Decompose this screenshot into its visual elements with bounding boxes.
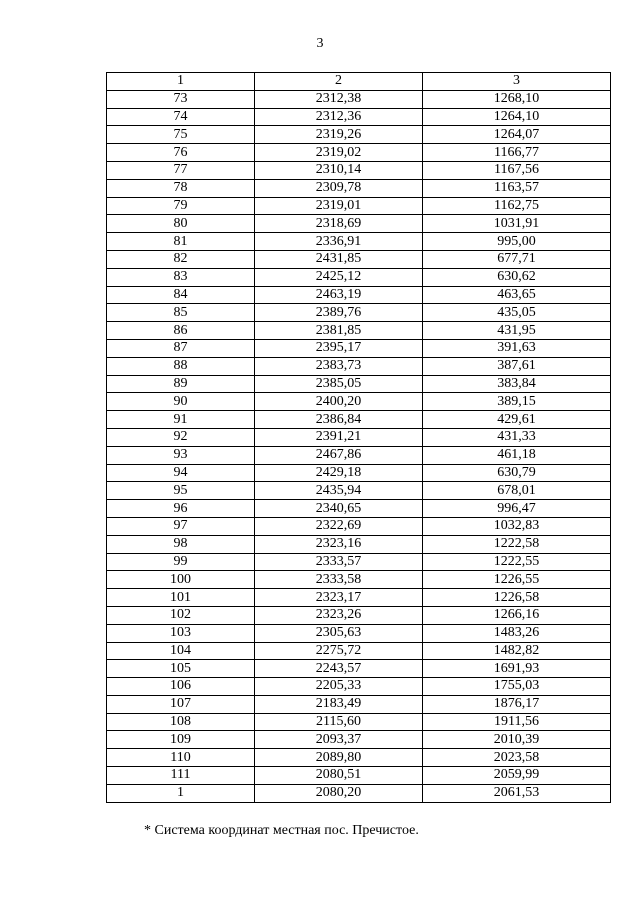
- table-row: [107, 678, 611, 696]
- table-row: [107, 731, 611, 749]
- x-coordinate-cell: 2319,01: [255, 197, 423, 215]
- y-coordinate-cell: 995,00: [423, 233, 611, 251]
- x-coordinate-cell: 2333,57: [255, 553, 423, 571]
- x-coordinate-cell: 2080,51: [255, 767, 423, 785]
- x-coordinate-cell: 2183,49: [255, 695, 423, 713]
- table-row: [107, 749, 611, 767]
- x-coordinate-cell: 2323,16: [255, 535, 423, 553]
- table-row: [107, 500, 611, 518]
- table-row: [107, 339, 611, 357]
- point-number-cell: 88: [107, 357, 255, 375]
- point-number-cell: 105: [107, 660, 255, 678]
- y-coordinate-cell: 1166,77: [423, 144, 611, 162]
- x-coordinate-cell: 2319,02: [255, 144, 423, 162]
- x-coordinate-cell: 2463,19: [255, 286, 423, 304]
- table-row: [107, 624, 611, 642]
- header-column-3: 3: [423, 73, 611, 91]
- table-row: [107, 642, 611, 660]
- y-coordinate-cell: 1162,75: [423, 197, 611, 215]
- point-number-cell: 94: [107, 464, 255, 482]
- table-row: [107, 144, 611, 162]
- table-row: [107, 108, 611, 126]
- x-coordinate-cell: 2431,85: [255, 250, 423, 268]
- x-coordinate-cell: 2336,91: [255, 233, 423, 251]
- table-row: [107, 197, 611, 215]
- table-row: [107, 428, 611, 446]
- y-coordinate-cell: 391,63: [423, 339, 611, 357]
- point-number-cell: 77: [107, 161, 255, 179]
- point-number-cell: 106: [107, 678, 255, 696]
- x-coordinate-cell: 2115,60: [255, 713, 423, 731]
- table-row: [107, 464, 611, 482]
- y-coordinate-cell: 1755,03: [423, 678, 611, 696]
- x-coordinate-cell: 2389,76: [255, 304, 423, 322]
- x-coordinate-cell: 2205,33: [255, 678, 423, 696]
- footnote: * Система координат местная пос. Пречистое.: [144, 823, 419, 838]
- x-coordinate-cell: 2243,57: [255, 660, 423, 678]
- y-coordinate-cell: 463,65: [423, 286, 611, 304]
- x-coordinate-cell: 2333,58: [255, 571, 423, 589]
- y-coordinate-cell: 1264,10: [423, 108, 611, 126]
- point-number-cell: 111: [107, 767, 255, 785]
- point-number-cell: 76: [107, 144, 255, 162]
- x-coordinate-cell: 2467,86: [255, 446, 423, 464]
- x-coordinate-cell: 2383,73: [255, 357, 423, 375]
- table-row: [107, 322, 611, 340]
- y-coordinate-cell: 678,01: [423, 482, 611, 500]
- x-coordinate-cell: 2319,26: [255, 126, 423, 144]
- table-row: [107, 393, 611, 411]
- point-number-cell: 97: [107, 517, 255, 535]
- table-body: [107, 90, 611, 802]
- x-coordinate-cell: 2312,38: [255, 90, 423, 108]
- point-number-cell: 80: [107, 215, 255, 233]
- y-coordinate-cell: 387,61: [423, 357, 611, 375]
- point-number-cell: 101: [107, 589, 255, 607]
- y-coordinate-cell: 383,84: [423, 375, 611, 393]
- x-coordinate-cell: 2340,65: [255, 500, 423, 518]
- table-row: [107, 126, 611, 144]
- x-coordinate-cell: 2318,69: [255, 215, 423, 233]
- point-number-cell: 91: [107, 411, 255, 429]
- table-row: [107, 90, 611, 108]
- x-coordinate-cell: 2309,78: [255, 179, 423, 197]
- table-row: [107, 606, 611, 624]
- x-coordinate-cell: 2435,94: [255, 482, 423, 500]
- y-coordinate-cell: 1167,56: [423, 161, 611, 179]
- table-row: [107, 268, 611, 286]
- point-number-cell: 100: [107, 571, 255, 589]
- y-coordinate-cell: 630,79: [423, 464, 611, 482]
- x-coordinate-cell: 2089,80: [255, 749, 423, 767]
- x-coordinate-cell: 2385,05: [255, 375, 423, 393]
- y-coordinate-cell: 1268,10: [423, 90, 611, 108]
- y-coordinate-cell: 389,15: [423, 393, 611, 411]
- table-row: [107, 482, 611, 500]
- point-number-cell: 93: [107, 446, 255, 464]
- y-coordinate-cell: 429,61: [423, 411, 611, 429]
- table-row: [107, 286, 611, 304]
- y-coordinate-cell: 2023,58: [423, 749, 611, 767]
- y-coordinate-cell: 1222,58: [423, 535, 611, 553]
- header-column-2: 2: [255, 73, 423, 91]
- point-number-cell: 83: [107, 268, 255, 286]
- point-number-cell: 79: [107, 197, 255, 215]
- point-number-cell: 85: [107, 304, 255, 322]
- point-number-cell: 99: [107, 553, 255, 571]
- x-coordinate-cell: 2312,36: [255, 108, 423, 126]
- point-number-cell: 102: [107, 606, 255, 624]
- y-coordinate-cell: 996,47: [423, 500, 611, 518]
- point-number-cell: 92: [107, 428, 255, 446]
- point-number-cell: 82: [107, 250, 255, 268]
- point-number-cell: 86: [107, 322, 255, 340]
- point-number-cell: 78: [107, 179, 255, 197]
- table-row: [107, 713, 611, 731]
- point-number-cell: 96: [107, 500, 255, 518]
- y-coordinate-cell: 1911,56: [423, 713, 611, 731]
- x-coordinate-cell: 2429,18: [255, 464, 423, 482]
- point-number-cell: 104: [107, 642, 255, 660]
- point-number-cell: 89: [107, 375, 255, 393]
- y-coordinate-cell: 677,71: [423, 250, 611, 268]
- table-row: [107, 767, 611, 785]
- page-number: 3: [316, 36, 324, 51]
- point-number-cell: 73: [107, 90, 255, 108]
- table-row: [107, 517, 611, 535]
- table-row: [107, 553, 611, 571]
- point-number-cell: 87: [107, 339, 255, 357]
- point-number-cell: 110: [107, 749, 255, 767]
- y-coordinate-cell: 431,95: [423, 322, 611, 340]
- point-number-cell: 107: [107, 695, 255, 713]
- y-coordinate-cell: 2059,99: [423, 767, 611, 785]
- header-column-1: 1: [107, 73, 255, 91]
- x-coordinate-cell: 2391,21: [255, 428, 423, 446]
- point-number-cell: 109: [107, 731, 255, 749]
- table-row: [107, 411, 611, 429]
- y-coordinate-cell: 2010,39: [423, 731, 611, 749]
- y-coordinate-cell: 1876,17: [423, 695, 611, 713]
- y-coordinate-cell: 1266,16: [423, 606, 611, 624]
- y-coordinate-cell: 1031,91: [423, 215, 611, 233]
- point-number-cell: 84: [107, 286, 255, 304]
- table-row: [107, 250, 611, 268]
- table-row: [107, 695, 611, 713]
- coordinates-table: [106, 72, 611, 803]
- x-coordinate-cell: 2275,72: [255, 642, 423, 660]
- table-row: [107, 179, 611, 197]
- table-row: [107, 660, 611, 678]
- table-row: [107, 589, 611, 607]
- table-row: [107, 233, 611, 251]
- x-coordinate-cell: 2080,20: [255, 784, 423, 802]
- table-row: [107, 161, 611, 179]
- y-coordinate-cell: 1482,82: [423, 642, 611, 660]
- table-row: [107, 304, 611, 322]
- point-number-cell: 81: [107, 233, 255, 251]
- y-coordinate-cell: 1483,26: [423, 624, 611, 642]
- y-coordinate-cell: 1264,07: [423, 126, 611, 144]
- x-coordinate-cell: 2322,69: [255, 517, 423, 535]
- point-number-cell: 108: [107, 713, 255, 731]
- point-number-cell: 75: [107, 126, 255, 144]
- x-coordinate-cell: 2305,63: [255, 624, 423, 642]
- x-coordinate-cell: 2400,20: [255, 393, 423, 411]
- point-number-cell: 95: [107, 482, 255, 500]
- table-row: [107, 375, 611, 393]
- y-coordinate-cell: 435,05: [423, 304, 611, 322]
- table-row: [107, 784, 611, 802]
- y-coordinate-cell: 1163,57: [423, 179, 611, 197]
- y-coordinate-cell: 1691,93: [423, 660, 611, 678]
- point-number-cell: 1: [107, 784, 255, 802]
- point-number-cell: 103: [107, 624, 255, 642]
- y-coordinate-cell: 1032,83: [423, 517, 611, 535]
- y-coordinate-cell: 1222,55: [423, 553, 611, 571]
- point-number-cell: 74: [107, 108, 255, 126]
- y-coordinate-cell: 2061,53: [423, 784, 611, 802]
- table-row: [107, 535, 611, 553]
- y-coordinate-cell: 1226,55: [423, 571, 611, 589]
- x-coordinate-cell: 2323,26: [255, 606, 423, 624]
- point-number-cell: 90: [107, 393, 255, 411]
- table-header-row: [107, 73, 611, 91]
- y-coordinate-cell: 630,62: [423, 268, 611, 286]
- x-coordinate-cell: 2386,84: [255, 411, 423, 429]
- y-coordinate-cell: 431,33: [423, 428, 611, 446]
- x-coordinate-cell: 2381,85: [255, 322, 423, 340]
- x-coordinate-cell: 2425,12: [255, 268, 423, 286]
- x-coordinate-cell: 2395,17: [255, 339, 423, 357]
- y-coordinate-cell: 1226,58: [423, 589, 611, 607]
- x-coordinate-cell: 2093,37: [255, 731, 423, 749]
- table-row: [107, 446, 611, 464]
- table-row: [107, 215, 611, 233]
- table-row: [107, 571, 611, 589]
- point-number-cell: 98: [107, 535, 255, 553]
- y-coordinate-cell: 461,18: [423, 446, 611, 464]
- table-row: [107, 357, 611, 375]
- x-coordinate-cell: 2323,17: [255, 589, 423, 607]
- x-coordinate-cell: 2310,14: [255, 161, 423, 179]
